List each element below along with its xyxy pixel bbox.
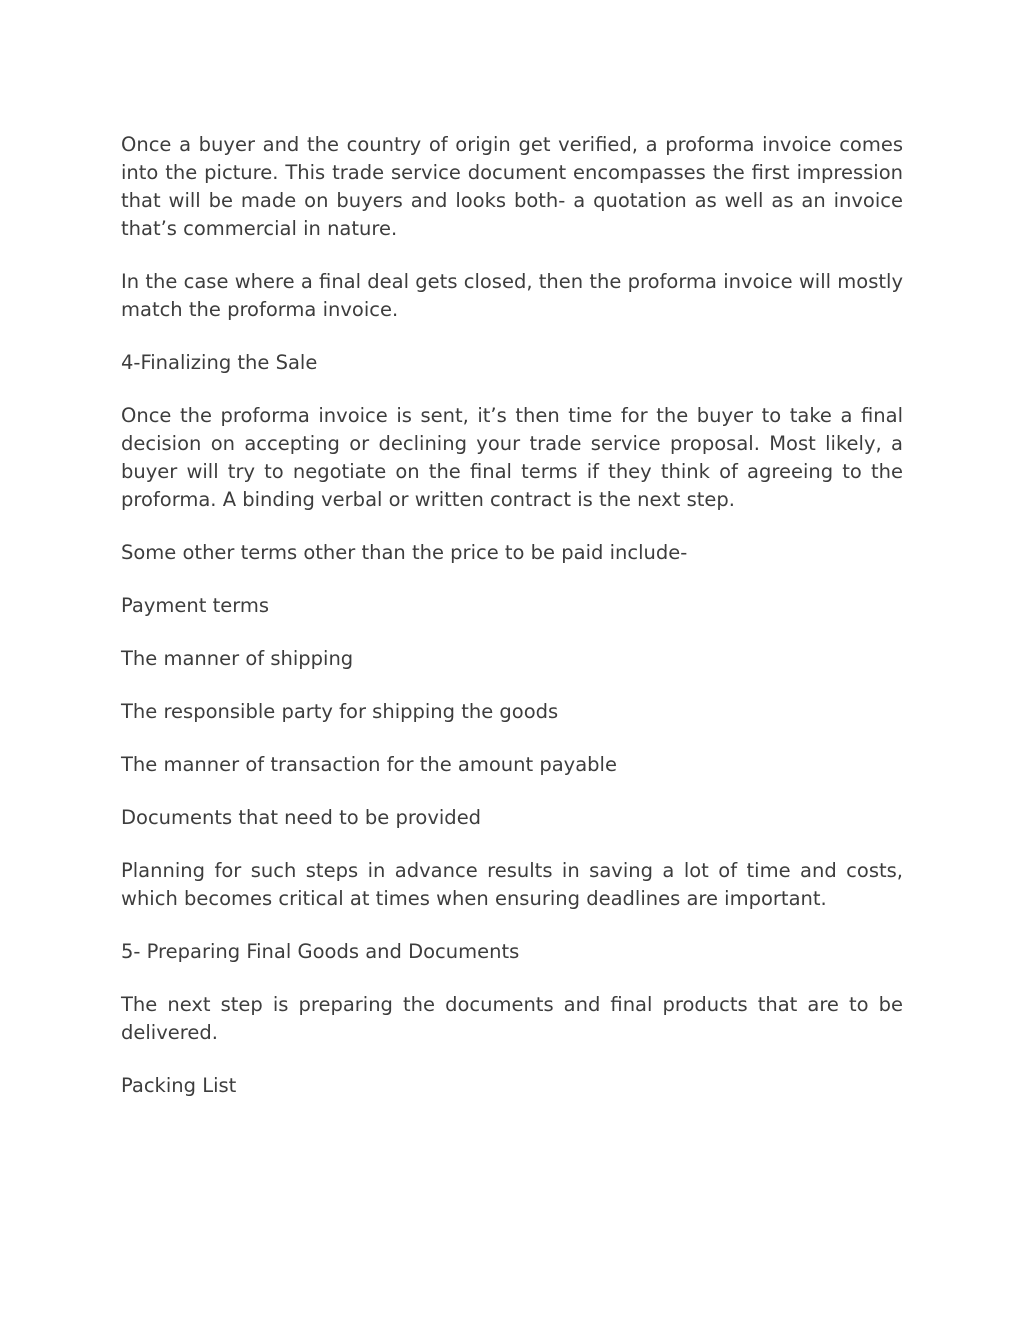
- paragraph-proforma-sent: Once the proforma invoice is sent, it’s then time for the buyer to take a final decision on accepting or declining your trade service proposal. Most likely, a buyer will try to negotiate on the final terms if they think of agreeing to the proforma. A binding verbal or written contract is the next step.: [121, 404, 903, 511]
- paragraph-other-terms: Some other terms other than the price to be paid include-: [121, 541, 688, 564]
- document-page: [121, 131, 903, 1125]
- list-item-payment-terms: Payment terms: [121, 594, 270, 617]
- list-item-manner-of-transaction: The manner of transaction for the amount payable: [121, 753, 617, 776]
- paragraph-proforma-intro: Once a buyer and the country of origin get verified, a proforma invoice comes into the picture. This trade service document encompasses the first impression that will be made on buyers and looks both- a quotation as well as an invoice that’s commercial in nature.: [121, 133, 903, 240]
- paragraph-final-deal: In the case where a final deal gets closed, then the proforma invoice will mostly match the proforma invoice.: [121, 270, 903, 321]
- list-item-documents: Documents that need to be provided: [121, 806, 482, 829]
- list-item-manner-of-shipping: The manner of shipping: [121, 647, 354, 670]
- heading-preparing-final-goods: 5- Preparing Final Goods and Documents: [121, 940, 520, 963]
- paragraph-next-step: The next step is preparing the documents and final products that are to be delivered.: [121, 993, 903, 1044]
- heading-packing-list: Packing List: [121, 1074, 237, 1097]
- heading-finalizing-sale: 4-Finalizing the Sale: [121, 351, 318, 374]
- paragraph-planning: Planning for such steps in advance results in saving a lot of time and costs, which becomes critical at times when ensuring deadlines are important.: [121, 859, 903, 910]
- list-item-responsible-party: The responsible party for shipping the goods: [121, 700, 559, 723]
